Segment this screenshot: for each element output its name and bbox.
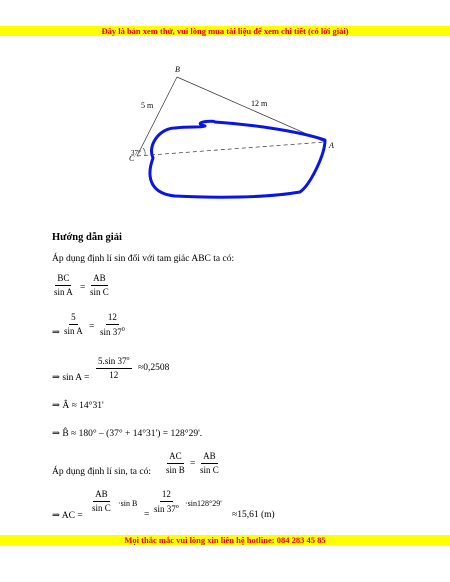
side-cb-label: 5 m [141,101,154,110]
scribble-annotation [150,121,325,197]
triangle-figure [105,60,345,200]
vertex-a-label: A [329,141,334,150]
equation-6: $\frac{AC}{\text{sin B}}$ = $\frac{AB}{\text{sin C}}$ [166,451,219,475]
side-ba [177,77,325,142]
equation-2: ⇒ $\frac{5}{\text{sin A}}$ = $\frac{12}{\sin 37^0}$ [52,312,125,338]
angle-arc [143,148,145,155]
vertex-c-label: C [129,154,135,163]
equation-4: ⇒ Â ≈ 14°31' [52,401,104,411]
side-cb [137,77,177,156]
equation-1: $\frac{BC}{\text{sin A}}$ = $\frac{AB}{\text{sin C}}$ [54,273,109,297]
equation-7: ⇒ AC = $\frac{AB}{\text{sin C}}$ ·sin B = $\frac{12}{\sin 37^o}$ ·sin128°29' ≈15,61 (m) [52,489,275,521]
side-ba-label: 12 m [251,99,268,108]
preview-banner: Đây là bản xem thử, vui lòng mua tài liệu để xem chi tiết (có lời giải) [0,26,450,36]
hotline-banner: Mọi thắc mắc vui lòng xin liên hệ hotline: 084 283 45 85 [0,535,450,545]
vertex-b-label: B [175,65,180,74]
angle-c-label: 37° [131,149,141,157]
side-ca [137,142,325,156]
equation-3: ⇒ sin A = $\frac{5.\sin 37^o}{12}$ ≈0,2508 [52,356,170,383]
solution-heading: Hướng dẫn giải [52,232,122,243]
line-2: Áp dụng định lí sin, ta có: [52,467,151,477]
line-1: Áp dụng định lí sin đối với tam giác ABC ta có: [52,254,235,264]
equation-5: ⇒ B̂ ≈ 180° – (37° + 14°31') = 128°29'. [52,429,203,439]
